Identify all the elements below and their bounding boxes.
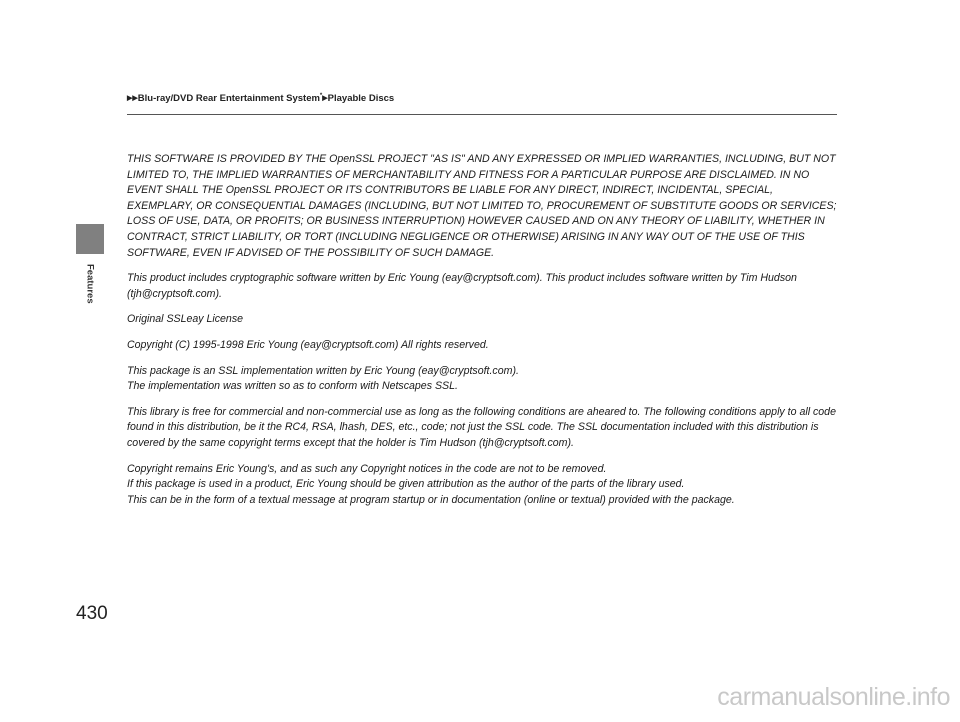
- textual-message-paragraph: This can be in the form of a textual message at program startup or in documentation (online or textual) provided with the package.: [127, 493, 735, 506]
- package-paragraph: This package is an SSL implementation written by Eric Young (eay@cryptsoft.com).: [127, 364, 519, 377]
- disclaimer-paragraph: THIS SOFTWARE IS PROVIDED BY THE OpenSSL PROJECT "AS IS" AND ANY EXPRESSED OR IMPLIED WARRANTIES, INCLUDING, BUT NOT LIMITED TO, THE IMPLIED WARRANTIES OF MERCHANTABILITY AND FITNESS FOR A PARTICULAR PURPOSE ARE DISCLAIMED. IN NO EVENT SHALL THE OpenSSL PROJECT OR ITS CONTRIBUTORS BE LIABLE FOR ANY DIRECT, INDIRECT, INCIDENTAL, SPECIAL, EXEMPLARY, OR CONSEQUENTIAL DAMAGES (INCLUDING, BUT NOT LIMITED TO, PROCUREMENT OF SUBSTITUTE GOODS OR SERVICES; LOSS OF USE, DATA, OR PROFITS; OR BUSINESS INTERRUPTION) HOWEVER CAUSED AND ON ANY THEORY OF LIABILITY, WHETHER IN CONTRACT, STRICT LIABILITY, OR TORT (INCLUDING NEGLIGENCE OR OTHERWISE) ARISING IN ANY WAY OUT OF THE USE OF THIS SOFTWARE, EVEN IF ADVISED OF THE POSSIBILITY OF SUCH DAMAGE.: [127, 153, 837, 259]
- arrow-right-icon: ▶▶: [127, 95, 138, 103]
- breadcrumb-item-system[interactable]: Blu-ray/DVD Rear Entertainment System: [137, 93, 320, 105]
- attribution-paragraph: If this package is used in a product, Eric Young should be given attribution as the author of the parts of the library used.: [127, 478, 685, 491]
- cryptographic-notice-paragraph: This product includes cryptographic software written by Eric Young (eay@cryptsoft.com). This product includes software written by Tim Hudson (tjh@cryptsoft.com).: [127, 272, 797, 300]
- copyright-remains-paragraph: Copyright remains Eric Young's, and as such any Copyright notices in the code are not to be removed.: [127, 462, 607, 475]
- watermark: carmanualsonline.info: [717, 683, 950, 711]
- conditions-paragraph: This library is free for commercial and non-commercial use as long as the following conditions are aheared to. The following conditions apply to all code found in this distribution, be it the RC4, RSA, lhash, DES, etc., code; not just the SSL code. The SSL documentation included with this distribution is covered by the same copyright terms except that the holder is Tim Hudson (tjh@cryptsoft.com).: [127, 405, 836, 449]
- breadcrumb: [127, 93, 394, 104]
- implementation-paragraph: The implementation was written so as to conform with Netscapes SSL.: [127, 380, 458, 393]
- page-number: 430: [76, 603, 108, 624]
- license-heading: Original SSLeay License: [127, 313, 244, 326]
- copyright-paragraph: Copyright (C) 1995-1998 Eric Young (eay@cryptsoft.com) All rights reserved.: [127, 338, 489, 351]
- section-label-text: Features: [84, 264, 96, 304]
- breadcrumb-item-discs[interactable]: Playable Discs: [327, 93, 395, 105]
- section-label: [76, 264, 104, 344]
- breadcrumb-asterisk: *: [319, 93, 323, 99]
- arrow-right-icon: ▶: [322, 95, 328, 103]
- license-text: [127, 152, 839, 518]
- section-tab-marker: [76, 224, 104, 254]
- header-divider: [127, 114, 837, 115]
